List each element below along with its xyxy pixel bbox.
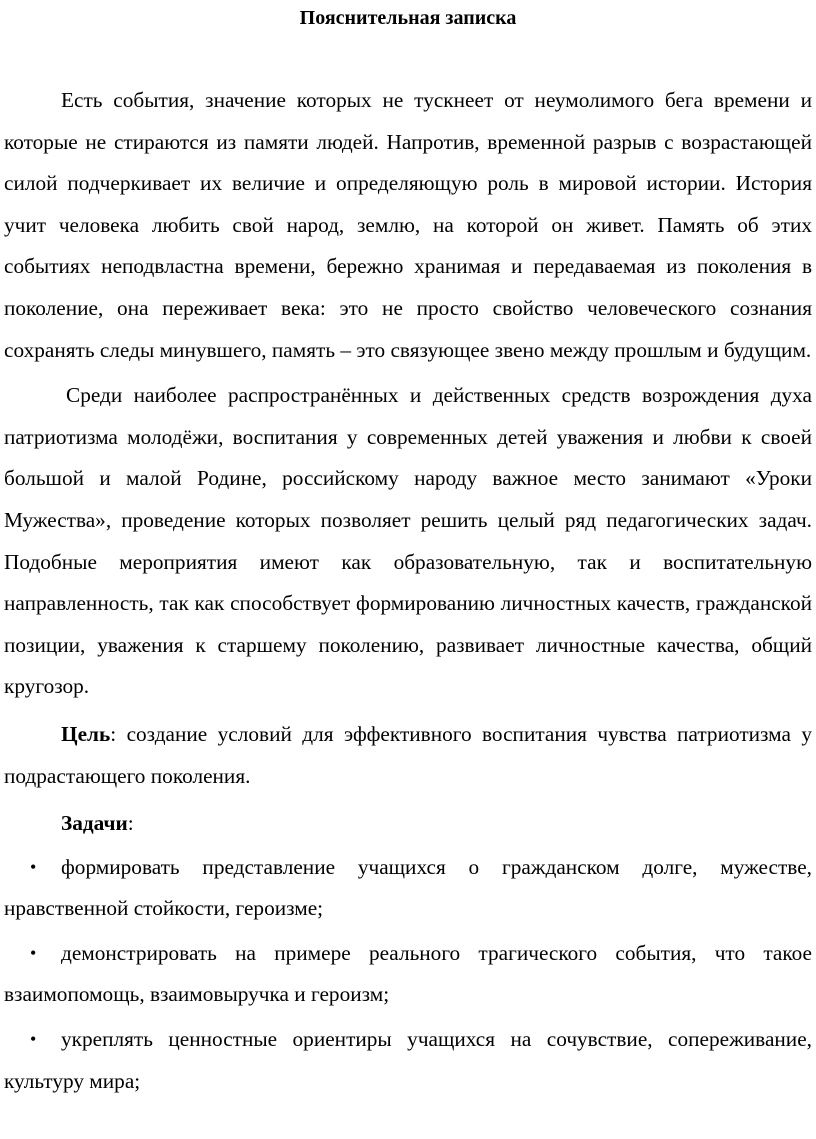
tasks-separator: :	[127, 811, 134, 836]
task-text: формировать представление учащихся о гражданском долге, мужестве, нравственной стойкости, героизме;	[4, 854, 812, 921]
second-paragraph: Среди наиболее распространённых и действенных средств возрождения духа патриотизма молодёжи, воспитания у современных детей уважения и любви к своей большой и малой Родине, российскому народу важное место занимают «Уроки Мужества», проведение которых позволяет решить целый ряд педагогических задач. Подобные мероприятия имеют как образовательную, так и воспитательную направленность, так как способствует формированию личностных качеств, гражданской позиции, уважения к старшему поколению, развивает личностные качества, общий кругозор.	[4, 383, 812, 699]
goal-label: Цель	[61, 721, 111, 746]
goal-paragraph	[4, 714, 812, 797]
bullet-icon: •	[30, 856, 37, 877]
intro-paragraph: Есть события, значение которых не тускнеет от неумолимого бега времени и которые не стираются из памяти людей. Напротив, временной разрыв с возрастающей силой подчеркивает их величие и определяющую роль в мировой истории. История учит человека любить свой народ, землю, на которой он живет. Память об этих событиях неподвластна времени, бережно хранимая и передаваемая из поколения в поколение, она переживает века: это не просто свойство человеческого сознания сохранять следы минувшего, память – это связующее звено между прошлым и будущим.	[4, 88, 812, 362]
bullet-icon: •	[30, 942, 37, 963]
list-item	[4, 933, 812, 1016]
task-text: демонстрировать на примере реального трагического события, что такое взаимопомощь, взаимовыручка и героизм;	[4, 940, 812, 1007]
tasks-label: Задачи	[61, 811, 128, 836]
document-body	[4, 80, 812, 1105]
bullet-icon: •	[30, 1029, 37, 1050]
tasks-heading	[4, 803, 812, 845]
goal-separator: :	[110, 721, 117, 746]
list-item	[4, 1019, 812, 1102]
list-item	[4, 847, 812, 930]
goal-text: создание условий для эффективного воспитания чувства патриотизма у подрастающего поколения.	[4, 721, 812, 788]
tasks-list	[4, 847, 812, 1103]
document-title: Пояснительная записка	[299, 7, 517, 29]
task-text: укреплять ценностные ориентиры учащихся на сочувствие, сопереживание, культуру мира;	[4, 1027, 812, 1093]
